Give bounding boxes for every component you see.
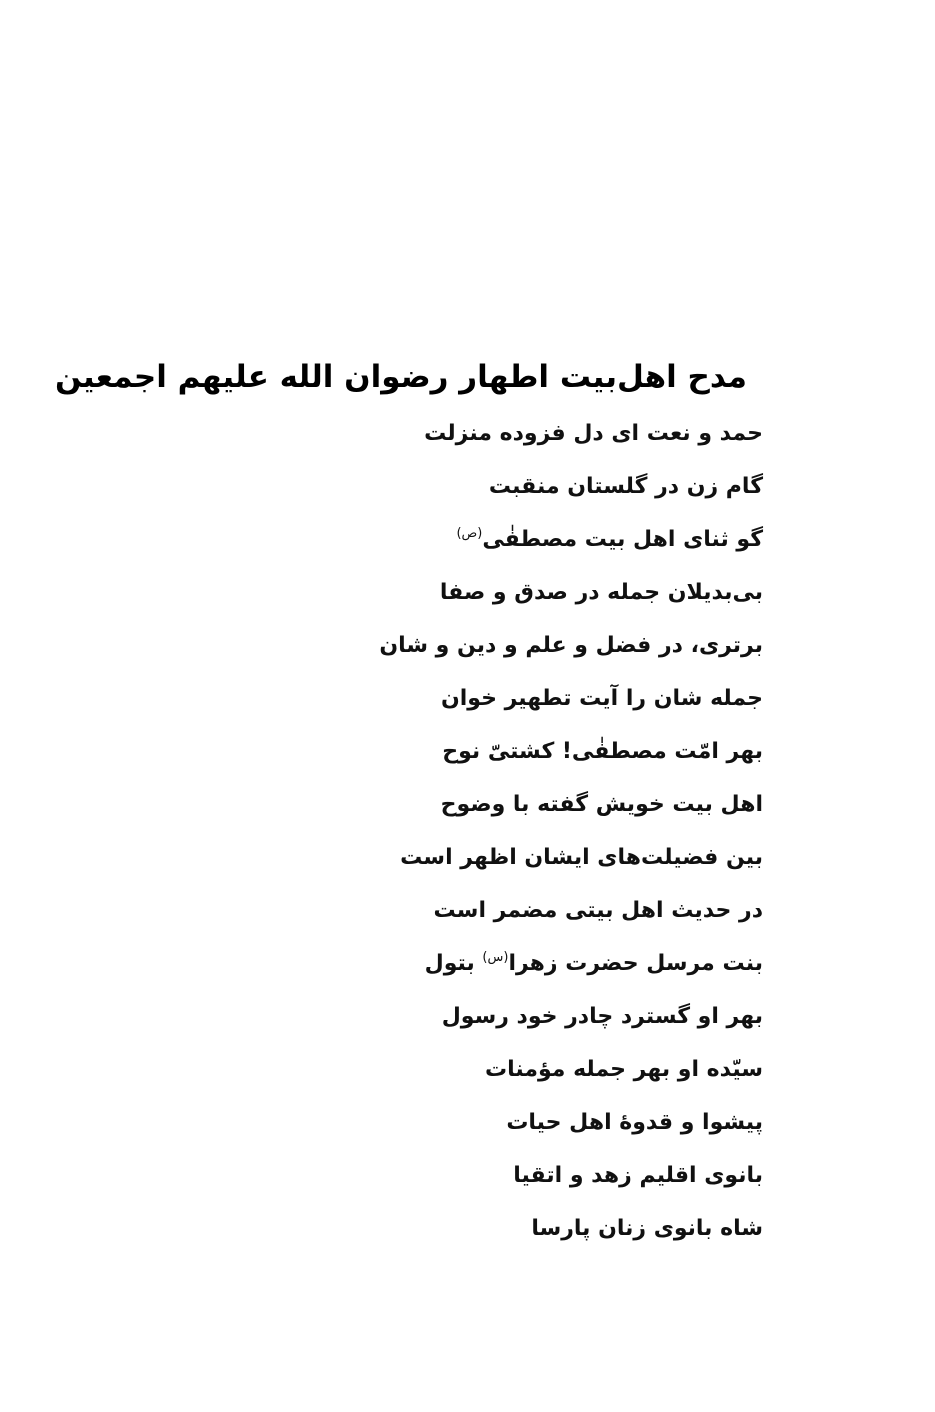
verse-text: بانوی اقلیم زهد و اتقیا [513,1163,763,1188]
verse-line [379,518,763,571]
verse-text: جمله شان را آیت تطهیر خوان [440,686,763,711]
verse-text: در حدیث اهل بیتی مضمر است [433,898,763,923]
verse-line [379,571,763,624]
verse-text: برتری، در فضل و علم و دین و شان [379,633,763,658]
verse-line [379,942,763,995]
verse-text: شاه بانوی زنان پارسا [531,1216,763,1241]
verse-line [379,1207,763,1260]
verse-text: حمد و نعت ای دل فزوده منزلت [424,421,763,446]
poem-title: مدح اهل‌بیت اطهار رضوان الله علیهم اجمعین [55,358,747,395]
honorific-superscript: (س) [482,950,509,965]
verse-line [379,889,763,942]
verse-line [379,730,763,783]
verse-text: بهر امّت مصطفٰی! کشتیّ نوح [442,739,763,764]
verse-line [379,783,763,836]
verse-line [379,1101,763,1154]
verse-text: بنت مرسل حضرت زهرا [508,951,763,976]
verse-line [379,836,763,889]
verse-text: بهر او گسترد چادر خود رسول [441,1004,763,1029]
verse-text: سیّده او بهر جمله مؤمنات [485,1057,763,1082]
verse-text: گو ثنای اهل بیت مصطفٰی [482,527,763,552]
verse-line [379,624,763,677]
verse-line [379,1048,763,1101]
verse-line [379,1154,763,1207]
verse-text-after: بتول [424,951,483,976]
verse-line [379,995,763,1048]
poem-verses [379,412,763,1260]
verse-line [379,412,763,465]
verse-line [379,677,763,730]
verse-text: اهل بیت خویش گفته با وضوح [440,792,763,817]
verse-text: بی‌بدیلان جمله در صدق و صفا [439,580,763,605]
verse-text: پیشوا و قدوهٔ اهل حیات [506,1110,763,1135]
verse-text: گام زن در گلستان منقبت [488,474,763,499]
verse-text: بین فضیلت‌های ایشان اظهر است [400,845,763,870]
honorific-superscript: (ص) [456,526,483,541]
verse-line [379,465,763,518]
